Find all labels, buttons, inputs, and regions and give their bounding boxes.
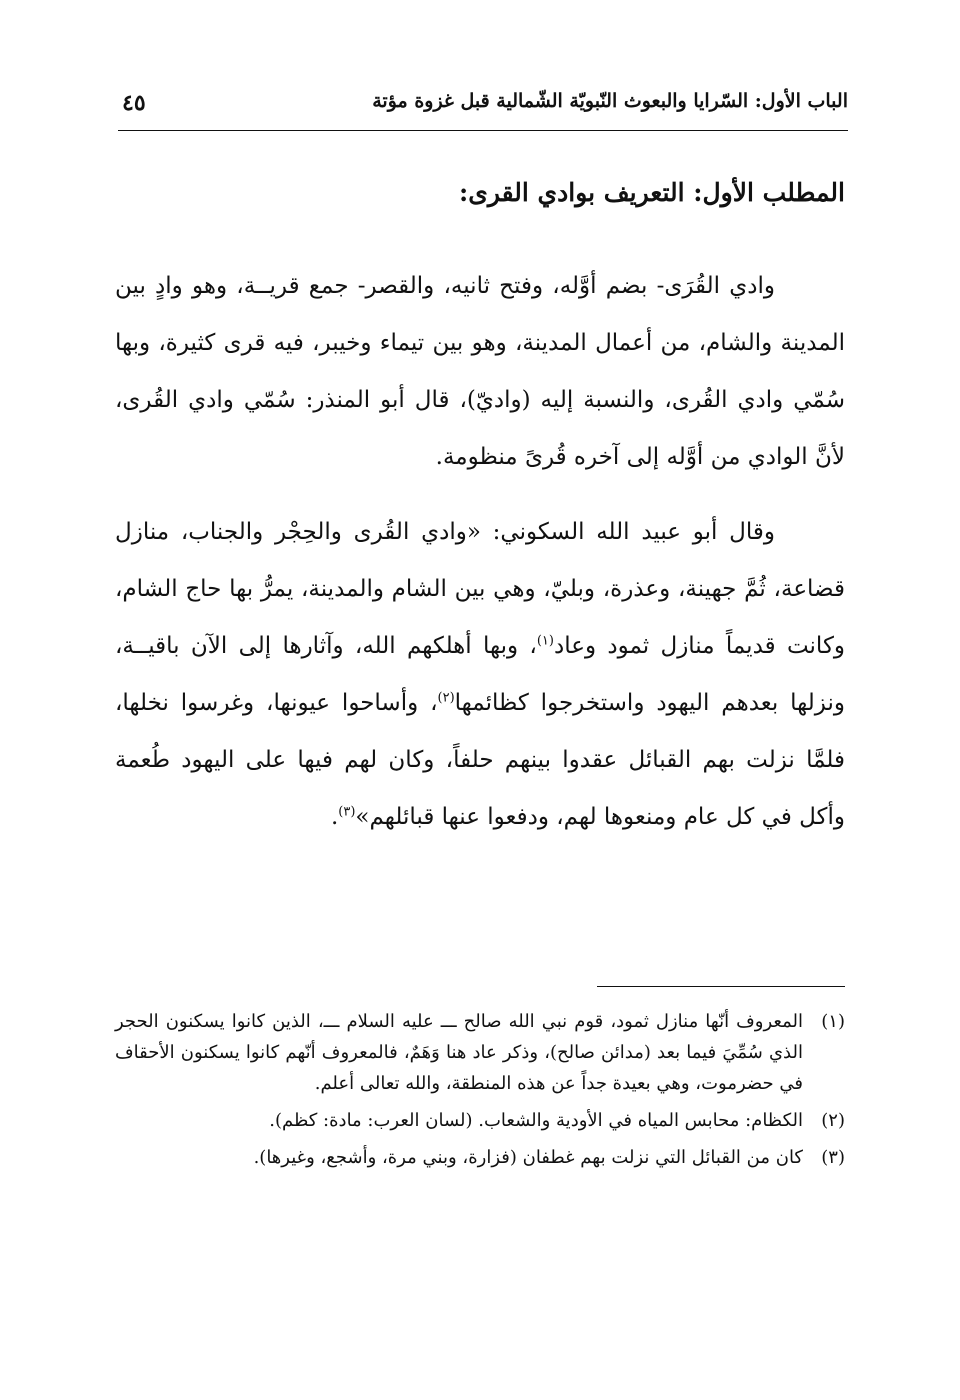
footnote-text: المعروف أنّها منازل ثمود، قوم نبي الله صالح ـــ عليه السلام ـــ، الذين كانوا يسكنون الحجر الذي سُمِّيَ فيما بعد (مدائن صالح)، وذكر عاد هنا وَهَمٌ، فالمعروف أنّهم كانوا يسكنون الأحقاف في حضرموت، وهي بعيدة جداً عن هذه المنطقة، والله تعالى أعلم.	[115, 1011, 803, 1094]
running-header	[118, 88, 848, 128]
header-divider	[118, 130, 848, 131]
footnote-ref-2[interactable]: (٢)	[437, 690, 455, 706]
paragraph-segment: ، وأساحوا عيونها، وغرسوا نخلها، فلمَّا نزلت بهم القبائل عقدوا بينهم حلفاً، وكان لهم فيها على اليهود طُعمة وأكل في كل عام ومنعوها لهم، ودفعوا عنها قبائلهم»	[115, 690, 845, 830]
body-paragraph-2	[115, 504, 845, 846]
footnote-ref-1[interactable]: (١)	[536, 633, 554, 649]
footnote-text: كان من القبائل التي نزلت بهم غطفان (فزارة، وبني مرة، وأشجع، وغيرها).	[253, 1147, 803, 1168]
paragraph-segment: .	[330, 804, 339, 830]
footnote-1	[115, 1006, 845, 1099]
paragraph-segment: وقال أبو عبيد الله السكوني: «وادي القُرى والحِجْر والجناب، منازل قضاعة، ثُمَّ جهينة، وعذرة، وبليّ، وهي بين الشام والمدينة، يمرُّ بها حاج الشام، وكانت قديماً منازل ثمود وعاد	[115, 519, 845, 659]
header-title: الباب الأول: السّرايا والبعوث النّبويّة الشّمالية قبل غزوة مؤتة	[372, 90, 848, 112]
footnote-3	[115, 1142, 845, 1173]
footnote-divider	[597, 986, 845, 987]
paragraph-segment: ، وبها أهلكهم الله، وآثارها إلى الآن باقيــة، ونزلها بعدهم اليهود واستخرجوا كظائمها	[115, 633, 845, 716]
body-paragraph-1	[115, 258, 845, 486]
footnote-ref-3[interactable]: (٣)	[338, 804, 356, 820]
page-number: ٤٥	[122, 90, 146, 116]
paragraph-text	[115, 504, 845, 846]
section-title: المطلب الأول: التعريف بوادي القرى:	[459, 178, 845, 207]
footnote-number: (٢)	[821, 1110, 845, 1131]
footnotes	[115, 1006, 845, 1179]
paragraph-text: وادي القُرَى- بضم أوَّله، وفتح ثانيه، والقصر- جمع قريــة، وهو وادٍ بين المدينة والشام، من أعمال المدينة، وهو بين تيماء وخيبر، فيه قرى كثيرة، وبها سُمّي وادي القُرى، والنسبة إليه (واديّ)، قال أبو المنذر: سُمّي وادي القُرى، لأنَّ الوادي من أوَّله إلى آخره قُرىً منظومة.	[115, 273, 845, 470]
footnote-number: (١)	[821, 1011, 845, 1032]
footnote-2	[115, 1105, 845, 1136]
footnote-number: (٣)	[821, 1147, 845, 1168]
footnote-text: الكظام: محابس المياه في الأودية والشعاب. (لسان العرب: مادة: كظم).	[269, 1110, 803, 1131]
